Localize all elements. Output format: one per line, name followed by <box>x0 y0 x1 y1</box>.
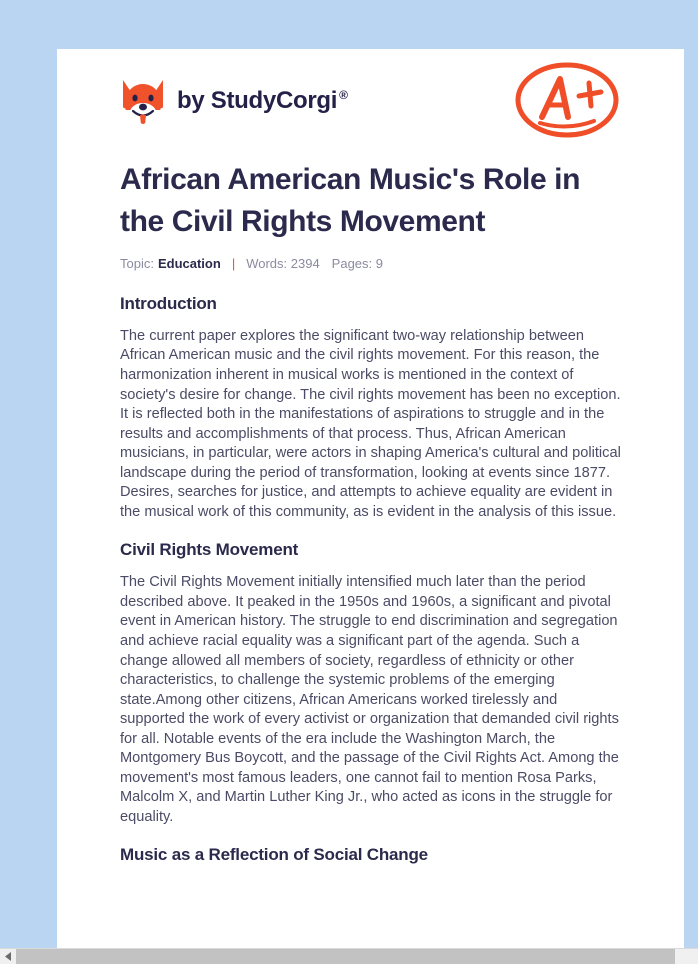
meta-separator: | <box>231 256 236 271</box>
topic-value[interactable]: Education <box>157 256 221 271</box>
page-title: African American Music's Role in the Civil Rights Movement <box>120 163 581 238</box>
registered-trademark-icon: ® <box>339 88 348 102</box>
document-page <box>57 49 684 948</box>
corgi-face-icon <box>120 76 166 126</box>
scrollbar-thumb[interactable] <box>16 949 675 964</box>
brand-name <box>177 89 348 113</box>
brand-title: StudyCorgi <box>210 87 338 114</box>
section-paragraph: The Civil Rights Movement initially intensified much later than the period described above. It peaked in the 1950s and 1960s, a significant and pivotal event in American history. The struggle to end discrimination and segregation and achieve racial equality was a significant part of the agenda. Such a change allowed all members of society, regardless of ethnicity or other characteristics, to challenge the systemic problems of the emerging state.Among other citizens, African Americans worked tirelessly and supported the work of every activist or organization that demanded civil rights for all. Notable events of the era include the Washington March, the Montgomery Bus Boycott, and the passage of the Civil Rights Act. Among the movement's most famous leaders, one cannot fail to mention Rosa Parks, Malcolm X, and Martin Luther King Jr., who acted as icons in the struggle for equality. <box>120 574 619 825</box>
scroll-left-button[interactable] <box>0 949 16 964</box>
section-paragraph: The current paper explores the significant two-way relationship between African American music and the civil rights movement. For this reason, the harmonization inherent in musical works is mentioned in the context of society's desire for change. The civil rights movement has been no exception. It is reflected both in the manifestations of aspirations to struggle and in the results and accomplishments of that process. Thus, African American musicians, in particular, were actors in shaping America's cultural and political landscape during the period of transformation, looking at events since 1877. Desires, searches for justice, and attempts to achieve equality are evident in the musical work of this community, as is evident in the analysis of this issue. <box>120 327 621 520</box>
studycorgi-logo[interactable] <box>120 76 348 126</box>
chevron-left-icon <box>5 952 12 961</box>
horizontal-scrollbar[interactable] <box>0 948 698 964</box>
section-heading-civil-rights-movement: Civil Rights Movement <box>120 540 299 560</box>
document-header <box>120 49 622 135</box>
word-count: Words: 2394 <box>246 256 320 271</box>
document-body <box>120 293 622 886</box>
scrollbar-track[interactable] <box>16 949 682 964</box>
brand-prefix: by <box>177 87 211 114</box>
a-plus-grade-badge-icon <box>512 59 622 143</box>
scroll-right-button[interactable] <box>682 949 698 964</box>
topic-label: Topic: <box>120 256 154 271</box>
page-count: Pages: 9 <box>331 256 383 271</box>
section-heading-music-as-a-reflection-of-social-change: Music as a Reflection of Social Change <box>120 845 428 865</box>
section-heading-introduction: Introduction <box>120 294 217 313</box>
document-meta <box>120 257 622 270</box>
